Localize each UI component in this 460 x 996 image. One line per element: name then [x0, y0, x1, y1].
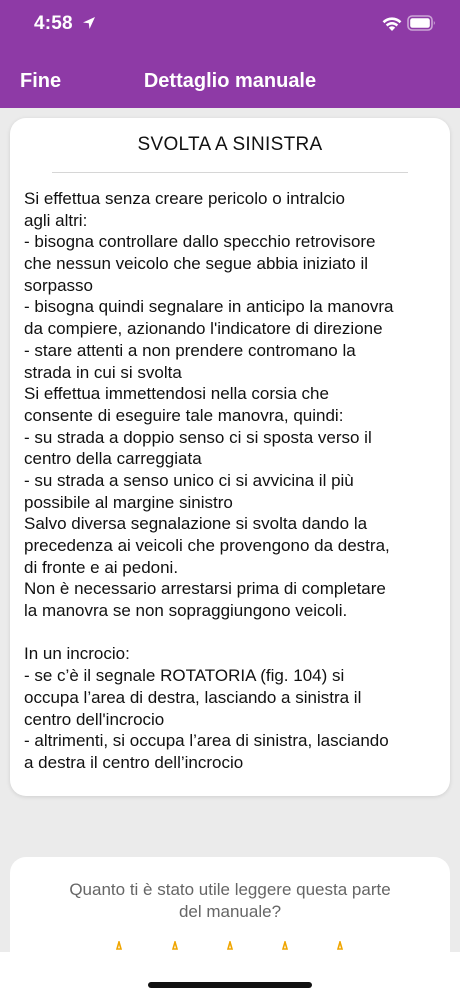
home-indicator[interactable] — [148, 982, 312, 988]
manual-text-line: - se c’è il segnale ROTATORIA (fig. 104) si — [24, 666, 345, 686]
manual-text-line: occupa l’area di destra, lasciando a sinistra il — [24, 687, 362, 707]
manual-text-line: centro della carreggiata — [24, 449, 202, 469]
manual-text — [24, 188, 442, 774]
manual-text-line: Non è necessario arrestarsi prima di completare — [24, 579, 386, 599]
title-divider — [52, 172, 408, 173]
status-bar — [0, 0, 460, 50]
feedback-question — [10, 879, 450, 923]
manual-text-line: precedenza ai veicoli che provengono da destra, — [24, 536, 390, 555]
manual-text-line: Si effettua immettendosi nella corsia che — [24, 384, 329, 404]
manual-text-line: - su strada a senso unico ci si avvicina il più — [24, 470, 354, 490]
manual-card — [10, 118, 450, 796]
manual-text-line: possibile al margine sinistro — [24, 492, 233, 512]
manual-section-title: SVOLTA A SINISTRA — [137, 134, 323, 155]
manual-text-line: la manovra se non sopraggiungono veicoli. — [24, 601, 348, 621]
manual-text-line: da compiere, azionando l'indicatore di direzione — [24, 319, 383, 339]
feedback-question-line: Quanto ti è stato utile leggere questa parte — [69, 880, 391, 899]
done-button[interactable]: Fine — [20, 70, 62, 92]
navigation-bar — [0, 58, 460, 104]
manual-text-line: In un incrocio: — [24, 644, 130, 664]
manual-text-line: - stare attenti a non prendere contromano la — [24, 340, 356, 360]
status-time: 4:58 — [34, 13, 73, 34]
manual-text-line: di fronte e ai pedoni. — [24, 557, 179, 577]
manual-text-line: Salvo diversa segnalazione si svolta dando la — [24, 514, 368, 534]
manual-text-line: - bisogna quindi segnalare in anticipo la manovra — [24, 297, 394, 317]
manual-text-line — [24, 622, 442, 644]
manual-text-line: a destra il centro dell’incrocio — [24, 752, 244, 772]
manual-text-line: Si effettua senza creare pericolo o intralcio — [24, 189, 345, 208]
manual-text-line: - altrimenti, si occupa l’area di sinistra, lasciando — [24, 731, 389, 751]
manual-text-line: centro dell'incrocio — [24, 709, 165, 729]
home-indicator-area — [0, 952, 460, 996]
manual-text-line: che nessun veicolo che segue abbia iniziato il — [24, 254, 369, 274]
manual-text-line: - su strada a doppio senso ci si sposta verso il — [24, 427, 372, 447]
wifi-icon — [381, 15, 403, 32]
top-header — [0, 0, 460, 108]
manual-text-line: sorpasso — [24, 275, 93, 295]
manual-text-line: consente di eseguire tale manovra, quindi: — [24, 405, 344, 425]
battery-icon — [407, 14, 437, 32]
manual-text-line: strada in cui si svolta — [24, 362, 182, 382]
page-title: Dettaglio manuale — [143, 70, 317, 92]
manual-text-line: - bisogna controllare dallo specchio retrovisore — [24, 232, 376, 252]
feedback-question-line: del manuale? — [178, 902, 282, 921]
location-arrow-icon — [82, 16, 96, 30]
manual-text-line: agli altri: — [24, 210, 88, 230]
